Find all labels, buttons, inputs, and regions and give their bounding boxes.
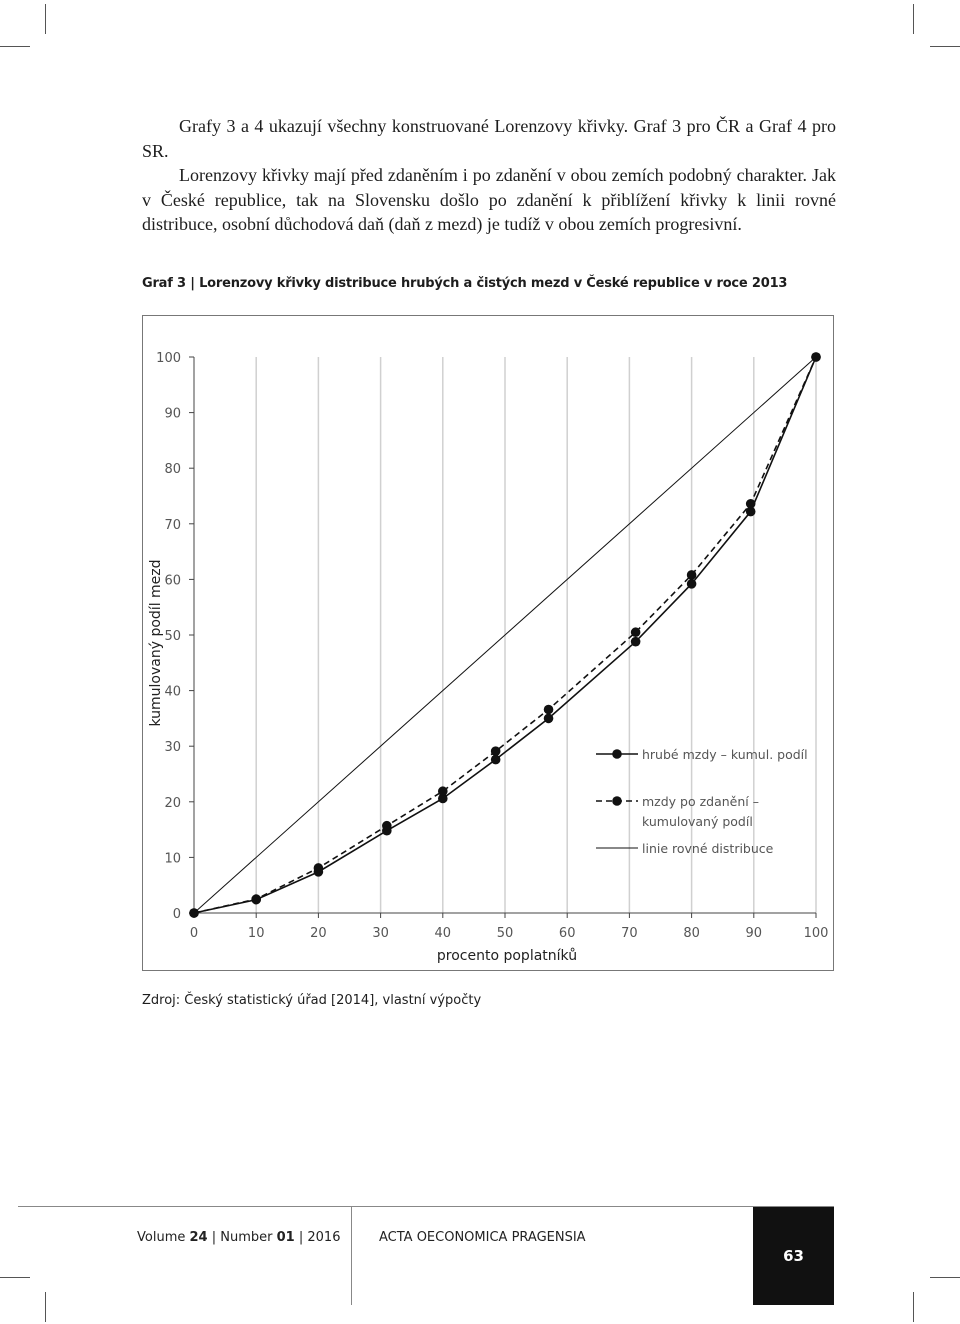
x-axis-title: procento poplatníků xyxy=(436,948,578,964)
crop-mark xyxy=(930,1277,960,1278)
crop-mark xyxy=(913,4,914,34)
crop-mark xyxy=(45,4,46,34)
x-tick-label: 100 xyxy=(803,926,829,941)
issue-year: 2016 xyxy=(307,1230,341,1245)
x-tick-label: 20 xyxy=(310,926,327,941)
figure-source: Zdroj: Český statistický úřad [2014], vlastní výpočty xyxy=(142,993,482,1008)
y-tick-label: 20 xyxy=(164,795,181,811)
crop-mark xyxy=(0,1277,30,1278)
legend-label-3: linie rovné distribuce xyxy=(642,841,774,856)
paragraph-1: Grafy 3 a 4 ukazují všechny konstruované Lorenzovy křivky. Graf 3 pro ČR a Graf 4 pro SR. xyxy=(142,116,836,161)
footer-divider: | xyxy=(298,1230,308,1245)
crop-mark xyxy=(913,1292,914,1322)
legend-label-2: kumulovaný podíl xyxy=(642,814,753,829)
body-text xyxy=(142,114,836,237)
y-tick-label: 90 xyxy=(164,406,181,422)
x-tick-label: 90 xyxy=(745,926,763,941)
x-tick-label: 0 xyxy=(189,926,199,941)
figure-caption: Graf 3 | Lorenzovy křivky distribuce hrubých a čistých mezd v České republice v roce 2013 xyxy=(142,276,788,291)
y-tick-label: 60 xyxy=(164,573,181,589)
y-tick-label: 30 xyxy=(164,740,181,756)
footer-separator xyxy=(351,1207,352,1305)
legend-label-1: hrubé mzdy – kumul. podíl xyxy=(642,747,808,762)
y-tick-label: 100 xyxy=(156,351,181,366)
journal-name: ACTA OECONOMICA PRAGENSIA xyxy=(379,1230,586,1245)
volume-number: 24 xyxy=(189,1230,208,1245)
footer-rule xyxy=(18,1206,834,1207)
x-tick-label: 10 xyxy=(247,926,265,941)
issue-number: 01 xyxy=(276,1230,295,1245)
crop-mark xyxy=(45,1292,46,1322)
y-tick-label: 70 xyxy=(164,517,181,533)
y-tick-label: 50 xyxy=(164,629,181,644)
number-label: Number xyxy=(220,1230,273,1245)
y-axis-title: kumulovaný podíl mezd xyxy=(148,559,164,727)
crop-mark xyxy=(930,46,960,47)
footer-divider: | xyxy=(211,1230,221,1245)
x-tick-label: 80 xyxy=(683,926,700,941)
x-tick-label: 50 xyxy=(496,926,514,941)
chart-frame xyxy=(142,315,834,971)
volume-label: Volume xyxy=(137,1230,186,1245)
y-tick-label: 0 xyxy=(172,907,181,922)
paragraph-2: Lorenzovy křivky mají před zdaněním i po zdanění v obou zemích podobný charakter. Jak v České republice, tak na Slovensku došlo po zdanění k přiblížení křivky k linii rovné distribuce, osobní důchodová daň (daň z mezd) je tudíž v obou zemích progresivní. xyxy=(142,165,836,234)
legend-label-2: mzdy po zdanění – xyxy=(642,794,759,809)
page-number: 63 xyxy=(753,1207,834,1305)
x-tick-label: 30 xyxy=(372,926,389,941)
y-tick-label: 80 xyxy=(164,462,181,478)
y-tick-label: 10 xyxy=(164,851,181,867)
crop-mark xyxy=(0,46,30,47)
footer-issue-info xyxy=(137,1230,340,1245)
x-tick-label: 40 xyxy=(434,926,452,941)
y-tick-label: 40 xyxy=(164,684,181,700)
x-tick-label: 60 xyxy=(558,926,576,941)
x-tick-label: 70 xyxy=(621,926,638,941)
